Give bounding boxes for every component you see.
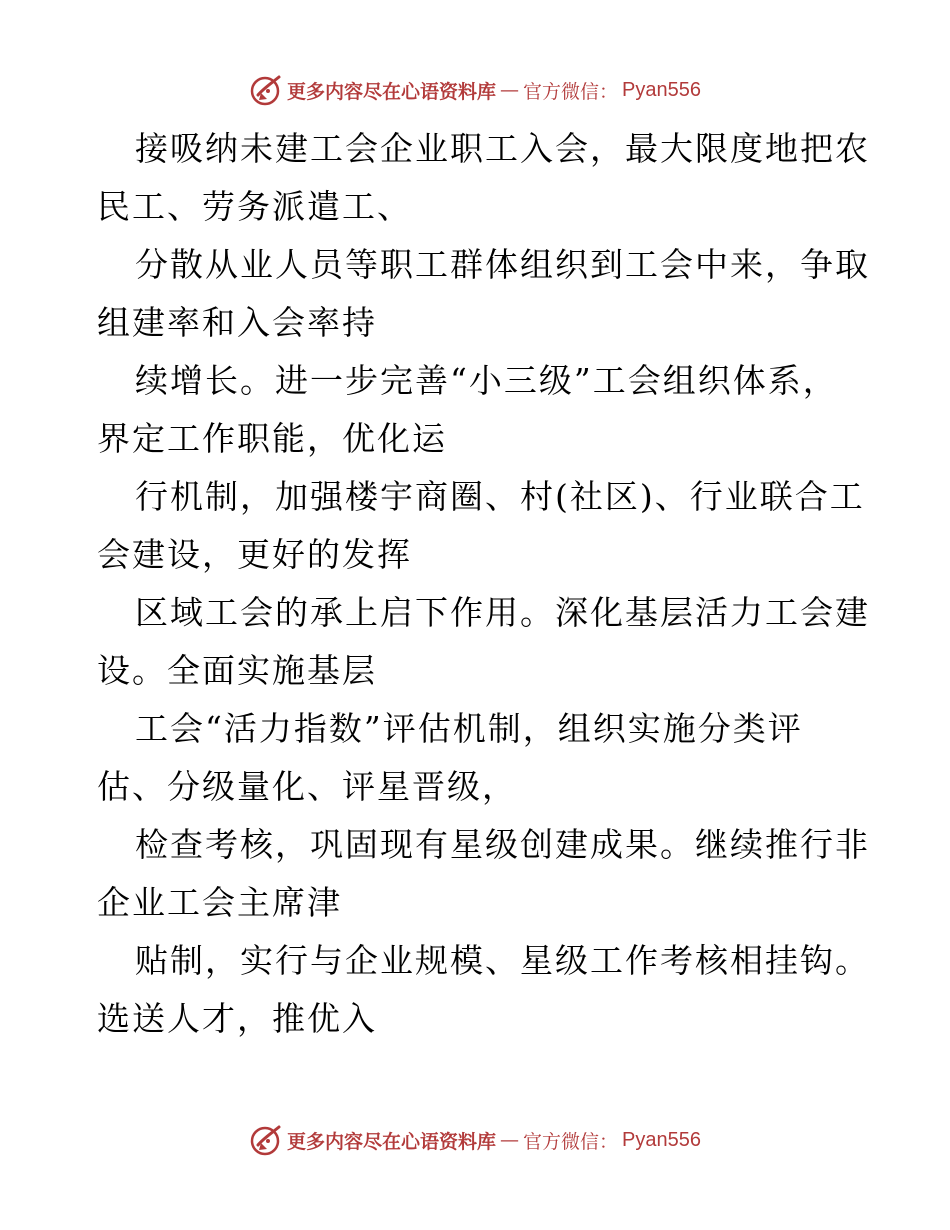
pen-logo-icon	[249, 1123, 283, 1157]
banner-separator: —	[500, 1129, 520, 1151]
text-line: 界定工作职能，优化运	[97, 419, 447, 458]
banner-wechat-id: Pyan556	[622, 1128, 701, 1151]
text-line: 民工、劳务派遣工、	[97, 187, 412, 226]
text-line: 区域工会的承上启下作用。深化基层活力工会建	[135, 593, 870, 632]
banner-separator: —	[500, 79, 520, 101]
text-line: 会建设，更好的发挥	[97, 535, 412, 574]
banner-main-text: 更多内容尽在心语资料库	[287, 1130, 497, 1153]
text-line: 企业工会主席津	[97, 883, 342, 922]
text-line: 选送人才，推优入	[97, 999, 377, 1038]
text-line: 工会“活力指数”评估机制，组织实施分类评	[135, 709, 803, 748]
text-line: 行机制，加强楼宇商圈、村(社区)、行业联合工	[135, 477, 865, 516]
banner-wechat-label: 官方微信：	[523, 80, 619, 103]
text-line: 接吸纳未建工会企业职工入会，最大限度地把农	[135, 129, 870, 168]
text-line: 贴制，实行与企业规模、星级工作考核相挂钩。	[135, 941, 870, 980]
text-line: 组建率和入会率持	[97, 303, 377, 342]
text-line: 估、分级量化、评星晋级，	[97, 767, 517, 806]
text-line: 设。全面实施基层	[97, 651, 377, 690]
text-line: 续增长。进一步完善“小三级”工会组织体系，	[135, 361, 838, 400]
pen-logo-icon	[249, 73, 283, 107]
header-watermark-banner	[0, 70, 950, 110]
footer-watermark-banner	[0, 1120, 950, 1160]
banner-wechat-id: Pyan556	[622, 78, 701, 101]
banner-main-text: 更多内容尽在心语资料库	[287, 80, 497, 103]
banner-wechat-label: 官方微信：	[523, 1130, 619, 1153]
body-text	[97, 120, 870, 1048]
text-line: 检查考核，巩固现有星级创建成果。继续推行非	[135, 825, 870, 864]
text-line: 分散从业人员等职工群体组织到工会中来，争取	[135, 245, 870, 284]
